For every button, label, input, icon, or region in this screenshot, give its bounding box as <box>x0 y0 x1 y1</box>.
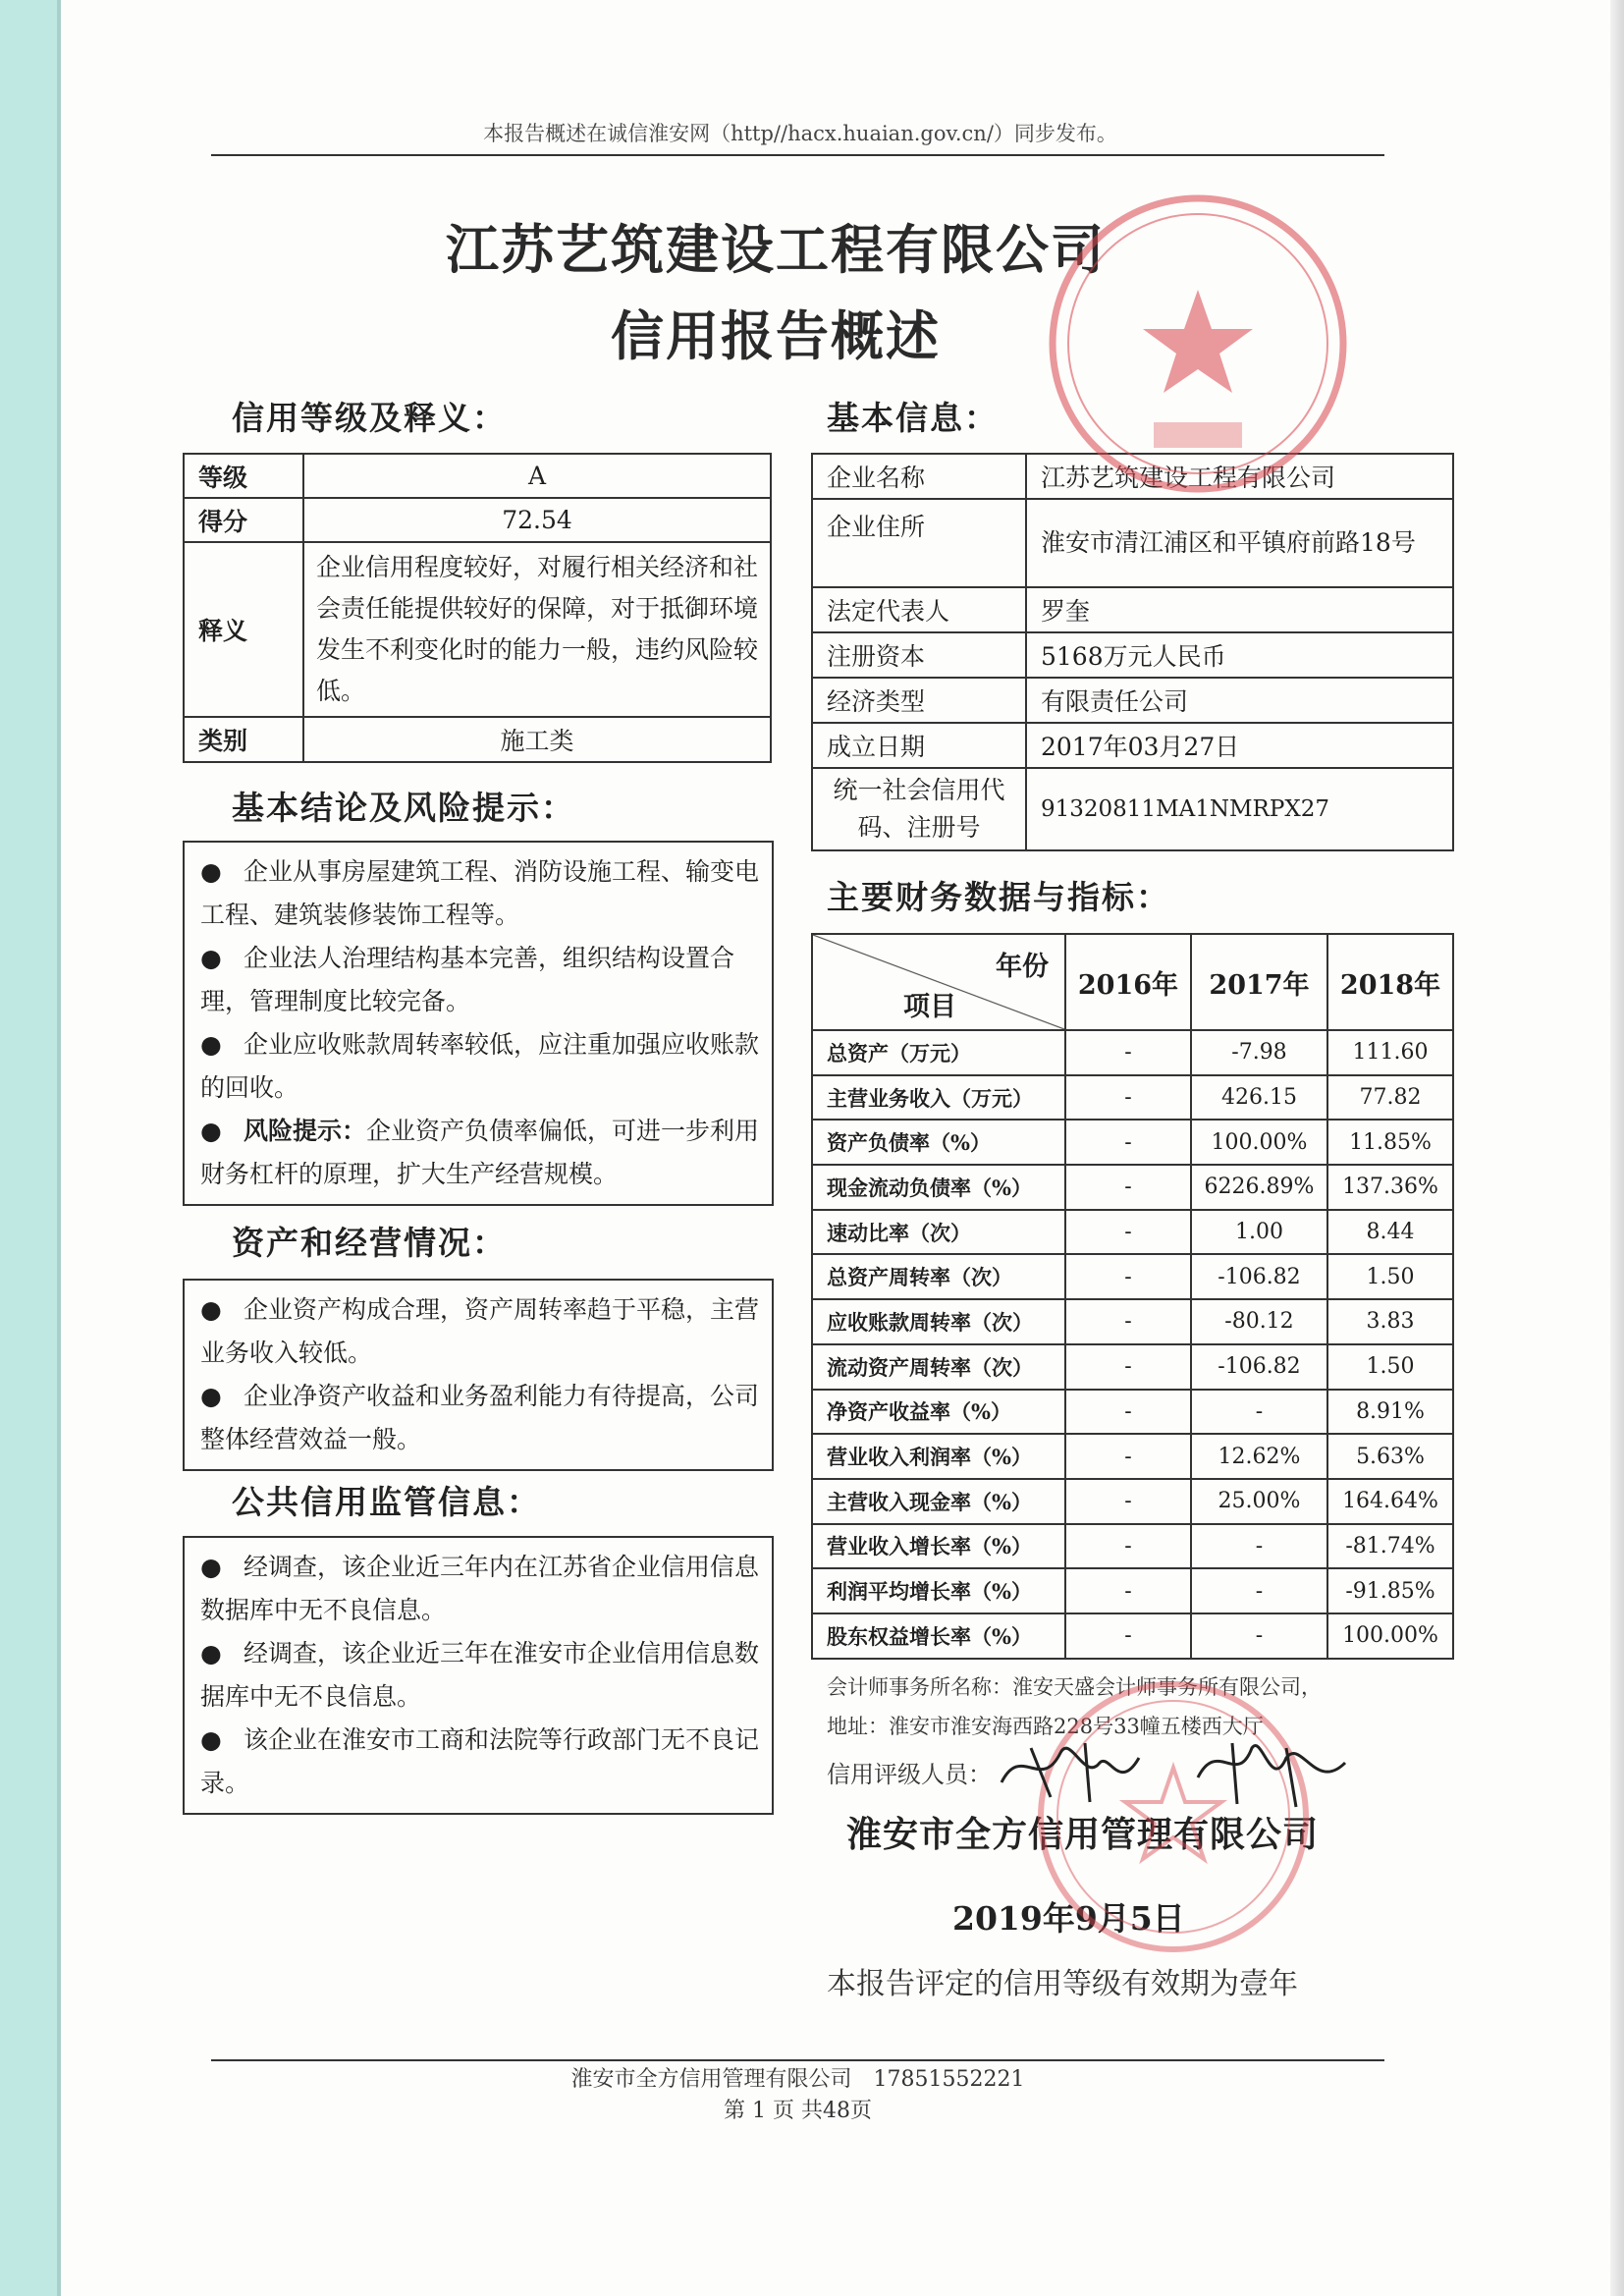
finance-body <box>812 1030 1453 1659</box>
finance-row <box>812 1479 1453 1524</box>
finance-value-2018: 1.50 <box>1327 1344 1453 1390</box>
finance-value-2016: - <box>1065 1434 1191 1479</box>
bullet-icon: ● <box>200 1295 222 1324</box>
bullet-icon: ● <box>200 1553 222 1581</box>
grade-section-heading: 信用等级及释义： <box>232 399 507 437</box>
grade-table <box>183 453 772 763</box>
finance-row-item: 资产负债率（%） <box>812 1120 1065 1165</box>
finance-row-item: 营业收入增长率（%） <box>812 1524 1065 1569</box>
finance-row-item: 总资产周转率（次） <box>812 1254 1065 1299</box>
public-credit-section-heading: 公共信用监管信息： <box>232 1483 541 1521</box>
finance-value-2016: - <box>1065 1568 1191 1613</box>
issuer-name: 淮安市全方信用管理有限公司 <box>846 1814 1320 1855</box>
finance-row-item: 股东权益增长率（%） <box>812 1613 1065 1659</box>
finance-value-2018: 100.00% <box>1327 1613 1453 1659</box>
footer-rule <box>211 2059 1384 2061</box>
finance-value-2017: 100.00% <box>1191 1120 1327 1165</box>
category-label: 类别 <box>184 717 303 762</box>
finance-value-2017: 12.62% <box>1191 1434 1327 1479</box>
finance-table <box>811 933 1454 1660</box>
year-header: 2016年 <box>1065 934 1191 1030</box>
public-credit-item: ● 经调查，该企业近三年内在江苏省企业信用信息数据库中无不良信息。 <box>200 1546 760 1632</box>
conclusion-box <box>183 841 774 1206</box>
legal-rep-label: 法定代表人 <box>812 587 1026 632</box>
finance-value-2017: 6226.89% <box>1191 1165 1327 1210</box>
finance-value-2016: - <box>1065 1613 1191 1659</box>
finance-value-2017: -106.82 <box>1191 1254 1327 1299</box>
finance-row-item: 营业收入利润率（%） <box>812 1434 1065 1479</box>
finance-value-2017: 25.00% <box>1191 1479 1327 1524</box>
page-right-edge <box>1610 0 1624 2296</box>
finance-value-2016: - <box>1065 1165 1191 1210</box>
finance-row-item: 现金流动负债率（%） <box>812 1165 1065 1210</box>
validity-note: 本报告评定的信用等级有效期为壹年 <box>827 1967 1298 2001</box>
finance-row-item: 速动比率（次） <box>812 1210 1065 1255</box>
basic-info-row <box>812 723 1453 768</box>
bullet-icon: ● <box>200 1725 222 1754</box>
header-note: 本报告概述在诚信淮安网（http//hacx.huaian.gov.cn/）同步发布。 <box>483 122 1117 145</box>
category-row <box>184 717 771 762</box>
finance-value-2018: 1.50 <box>1327 1254 1453 1299</box>
grade-row <box>184 454 771 498</box>
basic-info-row <box>812 587 1453 632</box>
finance-value-2017: 426.15 <box>1191 1075 1327 1121</box>
bullet-icon: ● <box>200 944 222 972</box>
accounting-firm-address: 地址：淮安市淮安海西路228号33幢五楼西大厅 <box>827 1715 1264 1738</box>
legal-rep-value: 罗奎 <box>1026 587 1453 632</box>
page-left-cyan-strip <box>0 0 57 2296</box>
founded-value: 2017年03月27日 <box>1026 723 1453 768</box>
basic-info-row <box>812 632 1453 678</box>
econ-type-value: 有限责任公司 <box>1026 678 1453 723</box>
assets-section-heading: 资产和经营情况： <box>232 1224 507 1262</box>
capital-value: 5168万元人民币 <box>1026 632 1453 678</box>
grade-value: A <box>303 454 771 498</box>
basic-info-row <box>812 678 1453 723</box>
meaning-value: 企业信用程度较好，对履行相关经济和社会责任能提供较好的保障，对于抵御环境发生不利变化时的能力一般，违约风险较低。 <box>303 542 771 717</box>
finance-row <box>812 1434 1453 1479</box>
score-value: 72.54 <box>303 498 771 542</box>
year-header: 2018年 <box>1327 934 1453 1030</box>
risk-warning-label: 风险提示： <box>244 1117 367 1145</box>
finance-row-item: 总资产（万元） <box>812 1030 1065 1075</box>
document-subtitle: 信用报告概述 <box>611 304 941 367</box>
finance-value-2018: 11.85% <box>1327 1120 1453 1165</box>
meaning-label: 释义 <box>184 542 303 717</box>
finance-row-item: 主营收入现金率（%） <box>812 1479 1065 1524</box>
conclusion-item: ● 企业从事房屋建筑工程、消防设施工程、输变电工程、建筑装修装饰工程等。 <box>200 850 760 937</box>
page-left-edge <box>57 0 61 2296</box>
finance-row <box>812 1390 1453 1435</box>
public-credit-item: ● 该企业在淮安市工商和法院等行政部门无不良记录。 <box>200 1719 760 1805</box>
document-title: 江苏艺筑建设工程有限公司 <box>446 218 1106 281</box>
finance-row <box>812 1120 1453 1165</box>
finance-value-2016: - <box>1065 1344 1191 1390</box>
finance-value-2018: 8.44 <box>1327 1210 1453 1255</box>
finance-value-2017: - <box>1191 1568 1327 1613</box>
corner-item-label: 项目 <box>903 992 956 1022</box>
conclusion-section-heading: 基本结论及风险提示： <box>232 789 575 827</box>
finance-value-2018: 111.60 <box>1327 1030 1453 1075</box>
finance-corner-cell <box>812 934 1065 1030</box>
finance-value-2018: -91.85% <box>1327 1568 1453 1613</box>
finance-row-item: 流动资产周转率（次） <box>812 1344 1065 1390</box>
basic-info-section-heading: 基本信息： <box>827 399 999 437</box>
capital-label: 注册资本 <box>812 632 1026 678</box>
accounting-firm: 会计师事务所名称：淮安天盛会计师事务所有限公司， <box>827 1675 1322 1699</box>
footer-company: 淮安市全方信用管理有限公司 17851552221 <box>570 2067 1025 2092</box>
company-name-value: 江苏艺筑建设工程有限公司 <box>1026 454 1453 499</box>
finance-value-2017: -106.82 <box>1191 1344 1327 1390</box>
basic-info-row <box>812 454 1453 499</box>
finance-section-heading: 主要财务数据与指标： <box>827 878 1170 916</box>
meaning-row <box>184 542 771 717</box>
issue-date: 2019年9月5日 <box>952 1899 1185 1938</box>
credit-code-value: 91320811MA1NMRPX27 <box>1026 768 1453 850</box>
finance-value-2017: 1.00 <box>1191 1210 1327 1255</box>
finance-value-2018: 164.64% <box>1327 1479 1453 1524</box>
basic-info-row <box>812 499 1453 587</box>
public-credit-box <box>183 1536 774 1815</box>
finance-row <box>812 1613 1453 1659</box>
bullet-icon: ● <box>200 1382 222 1410</box>
address-value: 淮安市清江浦区和平镇府前路18号 <box>1026 499 1453 587</box>
finance-row <box>812 1299 1453 1344</box>
finance-value-2016: - <box>1065 1390 1191 1435</box>
finance-value-2017: - <box>1191 1613 1327 1659</box>
rater-label: 信用评级人员： <box>827 1761 992 1788</box>
public-credit-item: ● 经调查，该企业近三年在淮安市企业信用信息数据库中无不良信息。 <box>200 1632 760 1719</box>
company-name-label: 企业名称 <box>812 454 1026 499</box>
finance-row <box>812 1210 1453 1255</box>
finance-value-2016: - <box>1065 1120 1191 1165</box>
score-label: 得分 <box>184 498 303 542</box>
finance-value-2017: -7.98 <box>1191 1030 1327 1075</box>
conclusion-item: ● 企业法人治理结构基本完善，组织结构设置合理，管理制度比较完备。 <box>200 937 760 1023</box>
corner-year-label: 年份 <box>996 952 1049 982</box>
econ-type-label: 经济类型 <box>812 678 1026 723</box>
finance-value-2018: -81.74% <box>1327 1524 1453 1569</box>
finance-value-2016: - <box>1065 1210 1191 1255</box>
score-row <box>184 498 771 542</box>
finance-value-2016: - <box>1065 1524 1191 1569</box>
finance-value-2018: 3.83 <box>1327 1299 1453 1344</box>
finance-value-2018: 77.82 <box>1327 1075 1453 1121</box>
finance-value-2018: 5.63% <box>1327 1434 1453 1479</box>
finance-row <box>812 1344 1453 1390</box>
finance-row-item: 主营业务收入（万元） <box>812 1075 1065 1121</box>
founded-label: 成立日期 <box>812 723 1026 768</box>
bullet-icon: ● <box>200 1117 222 1145</box>
finance-value-2017: - <box>1191 1390 1327 1435</box>
address-label: 企业住所 <box>812 499 1026 587</box>
basic-info-row <box>812 768 1453 850</box>
conclusion-item: ● 企业应收账款周转率较低，应注重加强应收账款的回收。 <box>200 1023 760 1110</box>
year-header: 2017年 <box>1191 934 1327 1030</box>
finance-value-2018: 8.91% <box>1327 1390 1453 1435</box>
bullet-icon: ● <box>200 857 222 886</box>
assets-item: ● 企业资产构成合理，资产周转率趋于平稳，主营业务收入较低。 <box>200 1288 760 1375</box>
finance-row-item: 净资产收益率（%） <box>812 1390 1065 1435</box>
finance-row-item: 利润平均增长率（%） <box>812 1568 1065 1613</box>
bullet-icon: ● <box>200 1639 222 1667</box>
finance-value-2017: -80.12 <box>1191 1299 1327 1344</box>
risk-warning-item: ● 风险提示：企业资产负债率偏低，可进一步利用财务杠杆的原理，扩大生产经营规模。 <box>200 1110 760 1196</box>
finance-value-2017: - <box>1191 1524 1327 1569</box>
finance-row <box>812 1254 1453 1299</box>
grade-label: 等级 <box>184 454 303 498</box>
finance-row <box>812 1165 1453 1210</box>
basic-info-table <box>811 453 1454 851</box>
finance-row <box>812 1524 1453 1569</box>
finance-row <box>812 1075 1453 1121</box>
finance-value-2016: - <box>1065 1479 1191 1524</box>
assets-box <box>183 1279 774 1471</box>
credit-code-label: 统一社会信用代码、注册号 <box>812 768 1026 850</box>
finance-value-2016: - <box>1065 1299 1191 1344</box>
finance-row-item: 应收账款周转率（次） <box>812 1299 1065 1344</box>
bullet-icon: ● <box>200 1030 222 1059</box>
finance-value-2016: - <box>1065 1075 1191 1121</box>
finance-row <box>812 1030 1453 1075</box>
finance-row <box>812 1568 1453 1613</box>
category-value: 施工类 <box>303 717 771 762</box>
finance-value-2016: - <box>1065 1254 1191 1299</box>
finance-value-2016: - <box>1065 1030 1191 1075</box>
assets-item: ● 企业净资产收益和业务盈利能力有待提高，公司整体经营效益一般。 <box>200 1375 760 1461</box>
finance-header-row <box>812 934 1453 1030</box>
finance-value-2018: 137.36% <box>1327 1165 1453 1210</box>
header-rule <box>211 154 1384 156</box>
footer-page-number: 第 1 页 共48页 <box>724 2099 872 2123</box>
